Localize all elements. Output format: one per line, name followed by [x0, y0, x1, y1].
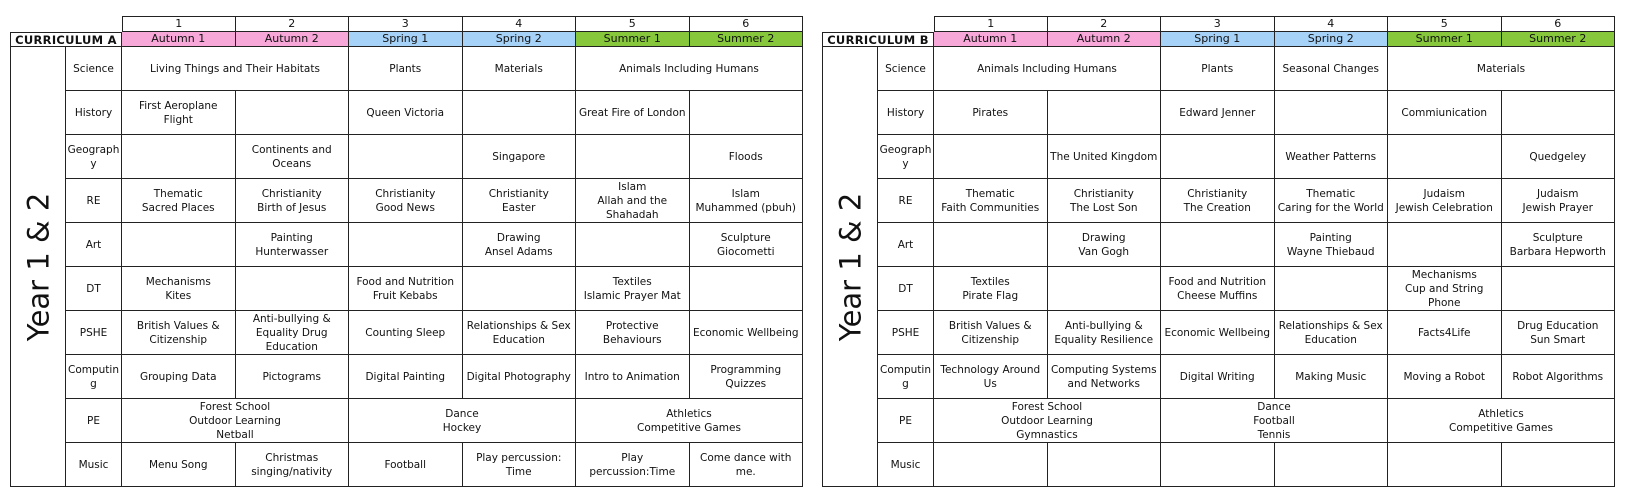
curriculum-a-topic-cell: Singapore: [463, 135, 577, 179]
curriculum-a-subject-label: Music: [66, 443, 122, 487]
curriculum-a-topic-cell: Play percussion: Time: [463, 443, 577, 487]
curriculum-b-topic-cell: [1275, 91, 1389, 135]
curriculum-b-topic-cell: [1388, 443, 1502, 487]
curriculum-a-topic-cell: Painting Hunterwasser: [236, 223, 350, 267]
curriculum-b-year-label: [822, 47, 878, 487]
curriculum-a-topic-cell: Mechanisms Kites: [122, 267, 236, 311]
curriculum-a-term-number: 1: [122, 16, 236, 32]
curriculum-a-term-label: Summer 2: [690, 32, 804, 47]
curriculum-b-topic-cell: Food and Nutrition Cheese Muffins: [1161, 267, 1275, 311]
curriculum-b-topic-cell: Economic Wellbeing: [1161, 311, 1275, 355]
curriculum-b-year-text: Year 1 & 2: [833, 192, 868, 341]
curriculum-a-term-number: 4: [463, 16, 577, 32]
curriculum-b-topic-cell: [1388, 135, 1502, 179]
curriculum-b-topic-cell: [1048, 267, 1162, 311]
curriculum-a-subject-label: RE: [66, 179, 122, 223]
curriculum-a-topic-cell: Menu Song: [122, 443, 236, 487]
curriculum-b-topic-cell: Robot Algorithms: [1502, 355, 1616, 399]
curriculum-a-topic-cell: Living Things and Their Habitats: [122, 47, 349, 91]
curriculum-b-topic-cell: Weather Patterns: [1275, 135, 1389, 179]
curriculum-b-term-number: 4: [1275, 16, 1389, 32]
curriculum-b-topic-cell: Mechanisms Cup and String Phone: [1388, 267, 1502, 311]
curriculum-a-topic-cell: Christianity Easter: [463, 179, 577, 223]
curriculum-a-subject-label: Science: [66, 47, 122, 91]
curriculum-a-topic-cell: Materials: [463, 47, 577, 91]
curriculum-b-topic-cell: [1048, 91, 1162, 135]
curriculum-b-subject-label: PE: [878, 399, 934, 443]
curriculum-a-term-number: 3: [349, 16, 463, 32]
curriculum-a-term-label: Spring 2: [463, 32, 577, 47]
curriculum-b-topic-cell: Plants: [1161, 47, 1275, 91]
curriculum-a-term-number: 5: [576, 16, 690, 32]
curriculum-a-term-number: 2: [236, 16, 350, 32]
curriculum-b-topic-cell: [1161, 135, 1275, 179]
curriculum-b-topic-cell: Christianity The Creation: [1161, 179, 1275, 223]
curriculum-a-topic-cell: [463, 267, 577, 311]
curriculum-a-title: CURRICULUM A: [10, 32, 122, 47]
curriculum-b-term-number: 5: [1388, 16, 1502, 32]
curriculum-a-topic-cell: Floods: [690, 135, 804, 179]
curriculum-a-topic-cell: Programming Quizzes: [690, 355, 804, 399]
curriculum-a-topic-cell: British Values & Citizenship: [122, 311, 236, 355]
curriculum-a-topic-cell: [236, 91, 350, 135]
curriculum-b-topic-cell: Pirates: [934, 91, 1048, 135]
curriculum-b-topic-cell: Quedgeley: [1502, 135, 1616, 179]
curriculum-a-year-label: [10, 47, 66, 487]
curriculum-b-topic-cell: [1502, 91, 1616, 135]
curriculum-b-topic-cell: Animals Including Humans: [934, 47, 1161, 91]
curriculum-a-topic-cell: [576, 135, 690, 179]
curriculum-b-topic-cell: Athletics Competitive Games: [1388, 399, 1615, 443]
curriculum-a-topic-cell: Come dance with me.: [690, 443, 804, 487]
curriculum-a-topic-cell: [576, 223, 690, 267]
curriculum-b-subject-label: History: [878, 91, 934, 135]
curriculum-a-topic-cell: [349, 223, 463, 267]
curriculum-b-topic-cell: Relationships & Sex Education: [1275, 311, 1389, 355]
curriculum-a-topic-cell: [122, 223, 236, 267]
curriculum-a-topic-cell: Thematic Sacred Places: [122, 179, 236, 223]
curriculum-b-subject-label: Art: [878, 223, 934, 267]
curriculum-a-subject-label: PSHE: [66, 311, 122, 355]
curriculum-b-topic-cell: Digital Writing: [1161, 355, 1275, 399]
curriculum-b-topic-cell: Anti-bullying & Equality Resilience: [1048, 311, 1162, 355]
curriculum-b-topic-cell: Materials: [1388, 47, 1615, 91]
curriculum-b-term-label: Autumn 2: [1048, 32, 1162, 47]
curriculum-a-subject-label: PE: [66, 399, 122, 443]
curriculum-b-topic-cell: Christianity The Lost Son: [1048, 179, 1162, 223]
curriculum-b-topic-cell: [1502, 267, 1616, 311]
curriculum-b-subject-label: Music: [878, 443, 934, 487]
curriculum-a-topic-cell: [690, 91, 804, 135]
curriculum-b-topic-cell: Sculpture Barbara Hepworth: [1502, 223, 1616, 267]
curriculum-b-term-label: Autumn 1: [934, 32, 1048, 47]
curriculum-b-topic-cell: Drug Education Sun Smart: [1502, 311, 1616, 355]
curriculum-a-topic-cell: Anti-bullying & Equality Drug Education: [236, 311, 350, 355]
curriculum-b-topic-cell: Painting Wayne Thiebaud: [1275, 223, 1389, 267]
curriculum-a-term-label: Autumn 1: [122, 32, 236, 47]
curriculum-a-topic-cell: Islam Muhammed (pbuh): [690, 179, 804, 223]
curriculum-b-topic-cell: Technology Around Us: [934, 355, 1048, 399]
curriculum-a-topic-cell: Drawing Ansel Adams: [463, 223, 577, 267]
curriculum-a-subject-label: Computin g: [66, 355, 122, 399]
curriculum-b-topic-cell: [934, 223, 1048, 267]
curriculum-b-topic-cell: [934, 135, 1048, 179]
curriculum-a-topic-cell: Relationships & Sex Education: [463, 311, 577, 355]
curriculum-a-topic-cell: Protective Behaviours: [576, 311, 690, 355]
curriculum-b-topic-cell: British Values & Citizenship: [934, 311, 1048, 355]
curriculum-a-topic-cell: Economic Wellbeing: [690, 311, 804, 355]
curriculum-a-year-text: Year 1 & 2: [21, 192, 56, 341]
curriculum-b-topic-cell: Judaism Jewish Prayer: [1502, 179, 1616, 223]
curriculum-a-topic-cell: Digital Painting: [349, 355, 463, 399]
curriculum-a-topic-cell: Great Fire of London: [576, 91, 690, 135]
curriculum-b-term-label: Summer 2: [1502, 32, 1616, 47]
curriculum-b-topic-cell: Moving a Robot: [1388, 355, 1502, 399]
curriculum-a-topic-cell: Athletics Competitive Games: [576, 399, 803, 443]
curriculum-b-term-number: 3: [1161, 16, 1275, 32]
curriculum-a-topic-cell: Sculpture Giocometti: [690, 223, 804, 267]
curriculum-a-topic-cell: Dance Hockey: [349, 399, 576, 443]
curriculum-b-topic-cell: [1275, 443, 1389, 487]
curriculum-b-topic-cell: Drawing Van Gogh: [1048, 223, 1162, 267]
curriculum-a-topic-cell: Intro to Animation: [576, 355, 690, 399]
curriculum-b-subject-label: PSHE: [878, 311, 934, 355]
curriculum-a-topic-cell: Islam Allah and the Shahadah: [576, 179, 690, 223]
curriculum-b-topic-cell: [1502, 443, 1616, 487]
curriculum-a-term-label: Autumn 2: [236, 32, 350, 47]
curriculum-a-topic-cell: Queen Victoria: [349, 91, 463, 135]
curriculum-b-subject-label: Computin g: [878, 355, 934, 399]
curriculum-b-topic-cell: Computing Systems and Networks: [1048, 355, 1162, 399]
curriculum-a-subject-label: History: [66, 91, 122, 135]
curriculum-a-subject-label: Art: [66, 223, 122, 267]
curriculum-b-topic-cell: [1048, 443, 1162, 487]
curriculum-b-topic-cell: Forest School Outdoor Learning Gymnastics: [934, 399, 1161, 443]
curriculum-b-term-number: 6: [1502, 16, 1616, 32]
curriculum-a-topic-cell: Football: [349, 443, 463, 487]
curriculum-a-topic-cell: Food and Nutrition Fruit Kebabs: [349, 267, 463, 311]
curriculum-b-term-label: Summer 1: [1388, 32, 1502, 47]
curriculum-b-term-number: 2: [1048, 16, 1162, 32]
curriculum-b-topic-cell: Thematic Caring for the World: [1275, 179, 1389, 223]
curriculum-b-topic-cell: Commiunication: [1388, 91, 1502, 135]
curriculum-b-topic-cell: Seasonal Changes: [1275, 47, 1389, 91]
curriculum-a-topic-cell: Forest School Outdoor Learning Netball: [122, 399, 349, 443]
curriculum-b-subject-label: Geograph y: [878, 135, 934, 179]
curriculum-b-topic-cell: Dance Football Tennis: [1161, 399, 1388, 443]
curriculum-b-term-label: Spring 2: [1275, 32, 1389, 47]
curriculum-a-term-number: 6: [690, 16, 804, 32]
curriculum-a-subject-label: Geograph y: [66, 135, 122, 179]
curriculum-a-table: [10, 16, 803, 487]
curriculum-a-topic-cell: Christianity Good News: [349, 179, 463, 223]
curriculum-a-topic-cell: Counting Sleep: [349, 311, 463, 355]
curriculum-b-topic-cell: [934, 443, 1048, 487]
curriculum-b-topic-cell: The United Kingdom: [1048, 135, 1162, 179]
curriculum-a-subject-label: DT: [66, 267, 122, 311]
curriculum-a-topic-cell: [690, 267, 804, 311]
curriculum-b-term-label: Spring 1: [1161, 32, 1275, 47]
curriculum-b-term-number: 1: [934, 16, 1048, 32]
curriculum-a-topic-cell: Christmas singing/nativity: [236, 443, 350, 487]
curriculum-a-topic-cell: Textiles Islamic Prayer Mat: [576, 267, 690, 311]
curriculum-a-topic-cell: Grouping Data: [122, 355, 236, 399]
curriculum-b-title: CURRICULUM B: [822, 32, 934, 47]
curriculum-a-term-label: Spring 1: [349, 32, 463, 47]
curriculum-b-topic-cell: [1161, 223, 1275, 267]
curriculum-b-subject-label: Science: [878, 47, 934, 91]
curriculum-b-topic-cell: [1275, 267, 1389, 311]
curriculum-a-term-label: Summer 1: [576, 32, 690, 47]
curriculum-a-topic-cell: Christianity Birth of Jesus: [236, 179, 350, 223]
curriculum-b-topic-cell: Facts4Life: [1388, 311, 1502, 355]
curriculum-b-subject-label: RE: [878, 179, 934, 223]
curriculum-b-topic-cell: Making Music: [1275, 355, 1389, 399]
curriculum-b-topic-cell: Thematic Faith Communities: [934, 179, 1048, 223]
curriculum-b-topic-cell: Edward Jenner: [1161, 91, 1275, 135]
curriculum-a-topic-cell: Animals Including Humans: [576, 47, 803, 91]
curriculum-a-topic-cell: [236, 267, 350, 311]
curriculum-a-topic-cell: [349, 135, 463, 179]
curriculum-b-topic-cell: [1161, 443, 1275, 487]
curriculum-a-topic-cell: [463, 91, 577, 135]
curriculum-b-topic-cell: Judaism Jewish Celebration: [1388, 179, 1502, 223]
curriculum-b-subject-label: DT: [878, 267, 934, 311]
curriculum-b-topic-cell: Textiles Pirate Flag: [934, 267, 1048, 311]
curriculum-a-topic-cell: Play percussion:Time: [576, 443, 690, 487]
curriculum-a-topic-cell: Digital Photography: [463, 355, 577, 399]
curriculum-a-topic-cell: Continents and Oceans: [236, 135, 350, 179]
curriculum-a-topic-cell: First Aeroplane Flight: [122, 91, 236, 135]
curriculum-a-topic-cell: Plants: [349, 47, 463, 91]
curriculum-a-topic-cell: Pictograms: [236, 355, 350, 399]
curriculum-a-topic-cell: [122, 135, 236, 179]
curriculum-b-topic-cell: [1388, 223, 1502, 267]
curriculum-b-table: [822, 16, 1615, 487]
